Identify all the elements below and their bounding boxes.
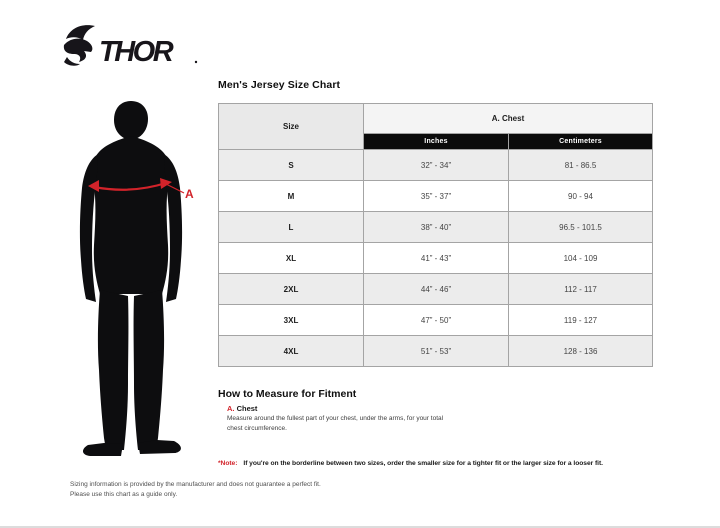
size-cell: 3XL <box>219 305 364 336</box>
inches-cell: 35” - 37” <box>364 181 509 212</box>
chest-label-a: A <box>185 187 194 201</box>
silhouette-torso <box>94 136 169 294</box>
silhouette-right-leg <box>134 290 165 450</box>
table-row <box>219 274 653 305</box>
thor-helmet-icon <box>64 25 95 66</box>
silhouette-body <box>80 101 182 456</box>
centimeters-cell: 128 - 136 <box>509 336 653 367</box>
centimeters-cell: 96.5 - 101.5 <box>509 212 653 243</box>
silhouette-right-foot <box>138 440 181 454</box>
inches-column-header: Inches <box>364 134 509 150</box>
measure-item-chest <box>227 404 257 413</box>
centimeters-cell: 119 - 127 <box>509 305 653 336</box>
silhouette-left-foot <box>83 443 123 456</box>
size-cell: L <box>219 212 364 243</box>
measure-item-description: Measure around the fullest part of your chest, under the arms, for your total chest circumference. <box>227 415 444 432</box>
size-table <box>218 103 653 367</box>
centimeters-cell: 104 - 109 <box>509 243 653 274</box>
size-table-wrap <box>218 103 653 367</box>
table-row <box>219 336 653 367</box>
size-cell: 4XL <box>219 336 364 367</box>
table-row <box>219 150 653 181</box>
measure-section-heading: How to Measure for Fitment <box>218 388 357 400</box>
size-cell: M <box>219 181 364 212</box>
centimeters-cell: 112 - 117 <box>509 274 653 305</box>
size-cell: S <box>219 150 364 181</box>
centimeters-cell: 81 - 86.5 <box>509 150 653 181</box>
table-row <box>219 243 653 274</box>
thor-logo-text: THOR <box>99 36 172 66</box>
inches-cell: 32” - 34” <box>364 150 509 181</box>
disclaimer-line-1: Sizing information is provided by the manufacturer and does not guarantee a perfect fit. <box>70 481 321 488</box>
inches-cell: 38” - 40” <box>364 212 509 243</box>
thor-logo <box>58 24 208 66</box>
inches-cell: 47” - 50” <box>364 305 509 336</box>
centimeters-cell: 90 - 94 <box>509 181 653 212</box>
page-title: Men's Jersey Size Chart <box>218 79 341 91</box>
size-cell: XL <box>219 243 364 274</box>
size-table-body <box>219 150 653 367</box>
note-text: If you're on the borderline between two sizes, order the smaller size for a tighter fit or the larger size for a looser fit. <box>243 460 603 467</box>
male-silhouette <box>68 100 208 460</box>
inches-cell: 44” - 46” <box>364 274 509 305</box>
sizing-note <box>218 460 656 467</box>
male-silhouette-svg <box>68 100 208 460</box>
silhouette-head <box>114 101 148 140</box>
silhouette-left-leg <box>98 290 129 450</box>
table-row <box>219 212 653 243</box>
disclaimer-line-2: Please use this chart as a guide only. <box>70 491 178 499</box>
chest-group-header: A. Chest <box>364 104 653 134</box>
table-row <box>219 181 653 212</box>
table-row <box>219 305 653 336</box>
table-header-row <box>219 104 653 134</box>
note-label: *Note: <box>218 460 238 467</box>
size-cell: 2XL <box>219 274 364 305</box>
logo-trademark-dot <box>195 61 197 63</box>
measure-item-name: Chest <box>236 404 258 413</box>
inches-cell: 41” - 43” <box>364 243 509 274</box>
size-column-header: Size <box>219 104 364 150</box>
centimeters-column-header: Centimeters <box>509 134 653 150</box>
inches-cell: 51” - 53” <box>364 336 509 367</box>
thor-logo-svg <box>58 24 208 66</box>
disclaimer <box>70 480 321 500</box>
measure-item-letter: A. <box>227 404 235 413</box>
